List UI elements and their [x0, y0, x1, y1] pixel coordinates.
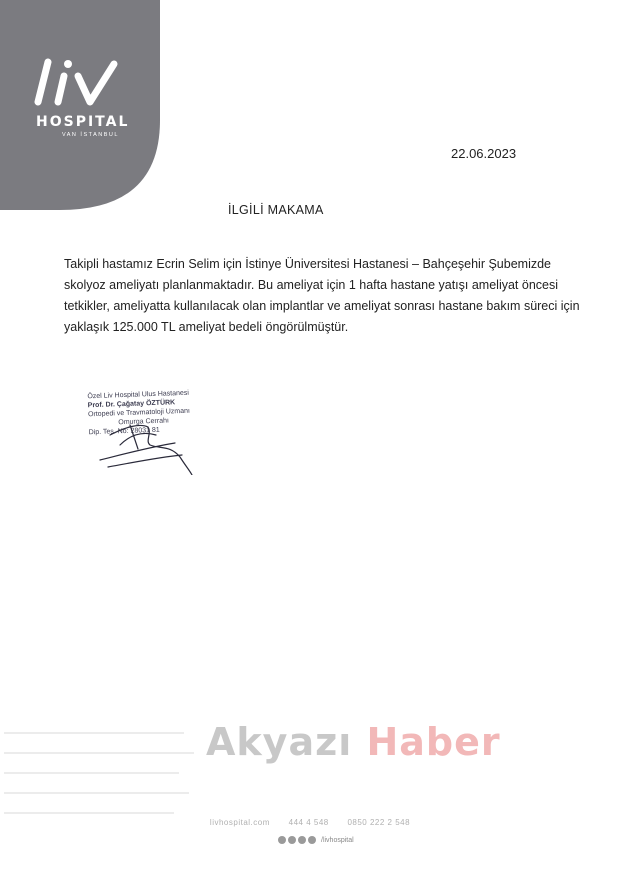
stamp-line-diploma: Dip. Tes. No: 28031 81 [88, 426, 160, 437]
stamp-line-subspecialty: Omurga Cerrahı [118, 417, 170, 427]
logo-text: HOSPITAL [36, 114, 130, 130]
watermark-part1: Akyazı [206, 720, 353, 764]
footer-website: livhospital.com [209, 818, 270, 827]
watermark-texture [0, 730, 220, 830]
stamp-line-doctor: Prof. Dr. Çağatay ÖZTÜRK [87, 399, 176, 410]
instagram-icon [288, 836, 296, 844]
stamp-line-hospital: Özel Liv Hospital Ulus Hastanesi [87, 389, 190, 401]
twitter-icon [298, 836, 306, 844]
signature-icon [90, 405, 210, 475]
footer-phone-1: 444 4 548 [288, 818, 329, 827]
logo-location: VAN İSTANBUL [62, 132, 119, 138]
letter-date: 22.06.2023 [451, 146, 517, 161]
liv-logo-icon [34, 58, 134, 110]
facebook-icon [278, 836, 286, 844]
footer-social [278, 834, 354, 846]
site-watermark [206, 720, 501, 764]
stamp-line-specialty: Ortopedi ve Travmatoloji Uzmanı [87, 407, 191, 419]
letter-recipient: İLGİLİ MAKAMA [228, 203, 324, 217]
social-handle: /livhospital [321, 836, 354, 844]
letter-body: Takipli hastamız Ecrin Selim için İstinye Üniversitesi Hastanesi – Bahçeşehir Şubemizde skolyoz ameliyatı planlanmaktadır. Bu ameliyat için 1 hafta hastane yatışı ameliyat öncesi tetkikler, ameliyatta kullanılacak olan implantlar ve ameliyat sonrası hastane bakım süreci için yaklaşık 125.000 TL ameliyat bedeli öngörülmüştür. [64, 257, 580, 334]
footer-contact [0, 818, 620, 827]
youtube-icon [308, 836, 316, 844]
footer-phone-2: 0850 222 2 548 [347, 818, 411, 827]
watermark-part2: Haber [366, 720, 501, 764]
